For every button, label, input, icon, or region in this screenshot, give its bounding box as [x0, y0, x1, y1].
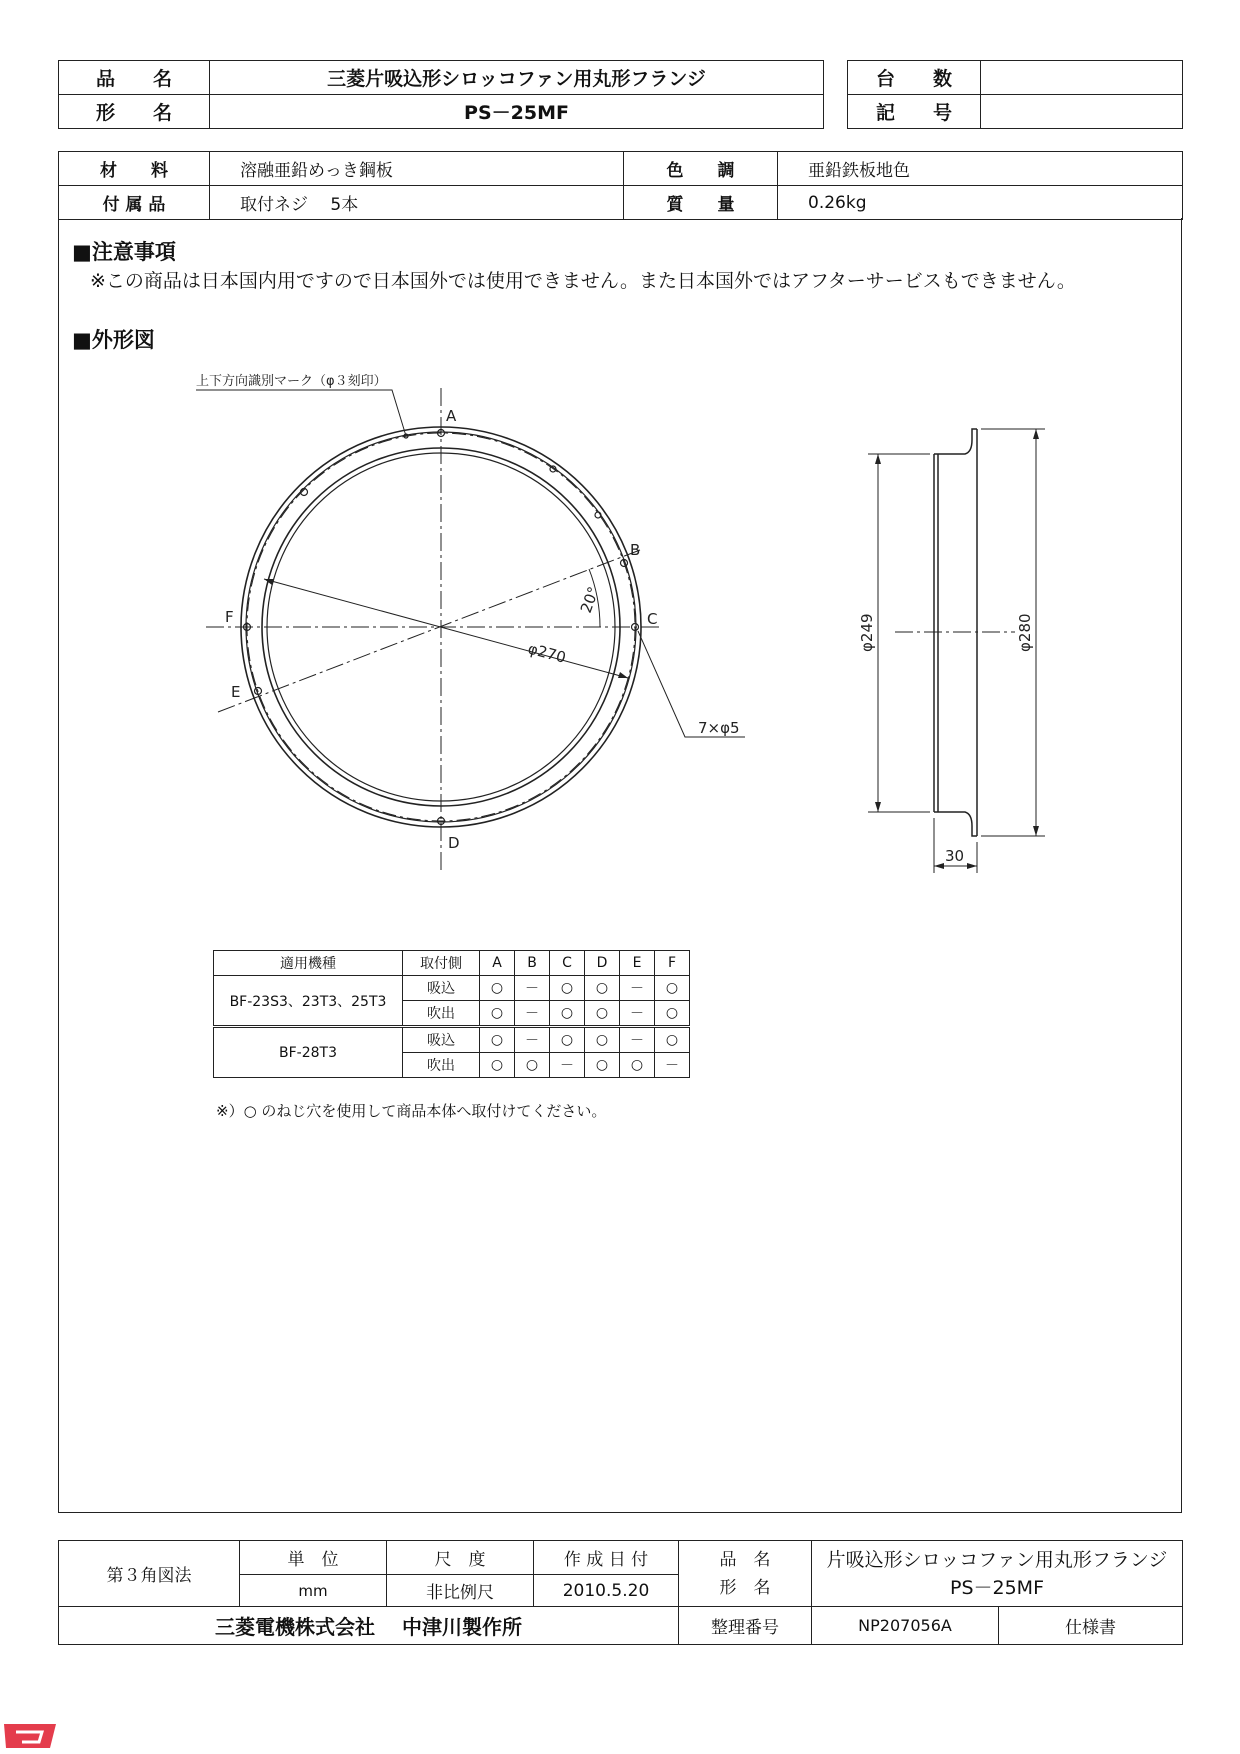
table-header: A	[480, 951, 515, 976]
outline-heading: ■外形図	[72, 328, 155, 352]
mark-cell: ○	[550, 1001, 585, 1027]
mark-cell: ○	[550, 1027, 585, 1053]
mark-cell: －	[655, 1053, 690, 1078]
applicable-models-table	[213, 950, 690, 1078]
mark-cell: ○	[585, 1001, 620, 1027]
label-c: C	[647, 610, 658, 628]
dia-249-label: φ249	[858, 613, 876, 652]
hinmei-label: 品 名	[59, 61, 210, 95]
mark-cell: －	[515, 1027, 550, 1053]
side-cell: 吸込	[403, 976, 480, 1001]
table-header: D	[585, 951, 620, 976]
side-cell: 吸込	[403, 1027, 480, 1053]
mark-cell: ○	[585, 1053, 620, 1078]
dia-270-label: φ270	[525, 639, 568, 667]
unit-value: mm	[240, 1575, 387, 1607]
mark-cell: －	[515, 1001, 550, 1027]
dia-280-label: φ280	[1016, 613, 1034, 652]
table-header-row	[214, 951, 690, 976]
kigo-label: 記 号	[848, 95, 981, 129]
hinmei-value: 三菱片吸込形シロッコファン用丸形フランジ	[210, 61, 824, 95]
seiri-value: NP207056A	[812, 1607, 999, 1645]
katamei-value: PS－25MF	[210, 95, 824, 129]
mark-cell: ○	[480, 1001, 515, 1027]
label-b: B	[630, 541, 641, 559]
mark-cell: ○	[655, 1001, 690, 1027]
company-name: 三菱電機株式会社 中津川製作所	[59, 1607, 679, 1645]
table-header: 適用機種	[214, 951, 403, 976]
table-note: ※）○ のねじ穴を使用して商品本体へ取付けてください。	[216, 1102, 607, 1120]
mark-cell: ○	[585, 1027, 620, 1053]
mass-label: 質 量	[624, 186, 778, 220]
mark-cell: －	[515, 976, 550, 1001]
color-label: 色 調	[624, 152, 778, 186]
color-value: 亜鉛鉄板地色	[778, 152, 1183, 186]
label-e: E	[231, 683, 241, 701]
date-value: 2010.5.20	[534, 1575, 679, 1607]
table-row	[214, 1027, 690, 1053]
title-block	[58, 1540, 1183, 1645]
logo-icon	[2, 1718, 60, 1752]
model-cell: BF-23S3、23T3、25T3	[214, 976, 403, 1027]
katamei-label: 形 名	[719, 1577, 771, 1598]
label-a: A	[446, 407, 457, 425]
table-header: E	[620, 951, 655, 976]
material-value: 溶融亜鉛めっき鋼板	[210, 152, 624, 186]
doc-type: 仕様書	[999, 1607, 1183, 1645]
mark-label: 上下方向識別マーク（φ３刻印）	[196, 374, 387, 389]
name-labels	[679, 1541, 812, 1607]
mark-cell: ○	[480, 1053, 515, 1078]
table-row	[214, 976, 690, 1001]
depth-label: 30	[945, 847, 965, 865]
model-value: PS－25MF	[949, 1576, 1045, 1599]
mark-cell: ○	[620, 1053, 655, 1078]
scale-value: 非比例尺	[387, 1575, 534, 1607]
mass-value: 0.26kg	[778, 186, 1183, 220]
table-header: C	[550, 951, 585, 976]
hinmei-label: 品 名	[719, 1549, 771, 1570]
accessory-label: 付 属 品	[59, 186, 210, 220]
arrowheads	[264, 429, 1039, 869]
label-f: F	[225, 608, 234, 626]
name-values	[812, 1541, 1183, 1607]
mark-cell: －	[620, 976, 655, 1001]
holes-label: 7×φ5	[698, 719, 740, 737]
table-header: F	[655, 951, 690, 976]
mark-cell: ○	[550, 976, 585, 1001]
date-label: 作 成 日 付	[534, 1541, 679, 1575]
side-cell: 吹出	[403, 1001, 480, 1027]
material-label: 材 料	[59, 152, 210, 186]
label-d: D	[448, 834, 460, 852]
mark-cell: ○	[655, 1027, 690, 1053]
accessory-value: 取付ネジ 5本	[210, 186, 624, 220]
daisu-label: 台 数	[848, 61, 981, 95]
seiri-label: 整理番号	[679, 1607, 812, 1645]
table-header: 取付側	[403, 951, 480, 976]
angle-label: 20°	[576, 584, 603, 616]
dia-270-dimension-line	[264, 579, 628, 678]
table-header: B	[515, 951, 550, 976]
notice-heading: ■注意事項	[72, 240, 176, 264]
mark-cell: ○	[655, 976, 690, 1001]
diagonal-centerline	[218, 550, 640, 712]
mark-cell: －	[620, 1001, 655, 1027]
mark-cell: ○	[480, 1027, 515, 1053]
notice-text: ※この商品は日本国内用ですので日本国外では使用できません。また日本国外ではアフターサービスもできません。	[90, 270, 1076, 292]
side-cell: 吹出	[403, 1053, 480, 1078]
model-cell: BF-28T3	[214, 1027, 403, 1078]
mark-cell: ○	[515, 1053, 550, 1078]
mark-cell: －	[620, 1027, 655, 1053]
mark-cell: ○	[585, 976, 620, 1001]
scale-label: 尺 度	[387, 1541, 534, 1575]
mark-leader	[196, 390, 406, 436]
projection-cell: 第３角図法	[59, 1541, 240, 1607]
name-value: 片吸込形シロッコファン用丸形フランジ	[826, 1548, 1168, 1571]
mark-cell: ○	[480, 976, 515, 1001]
mark-cell: －	[550, 1053, 585, 1078]
unit-label: 単 位	[240, 1541, 387, 1575]
katamei-label: 形 名	[59, 95, 210, 129]
